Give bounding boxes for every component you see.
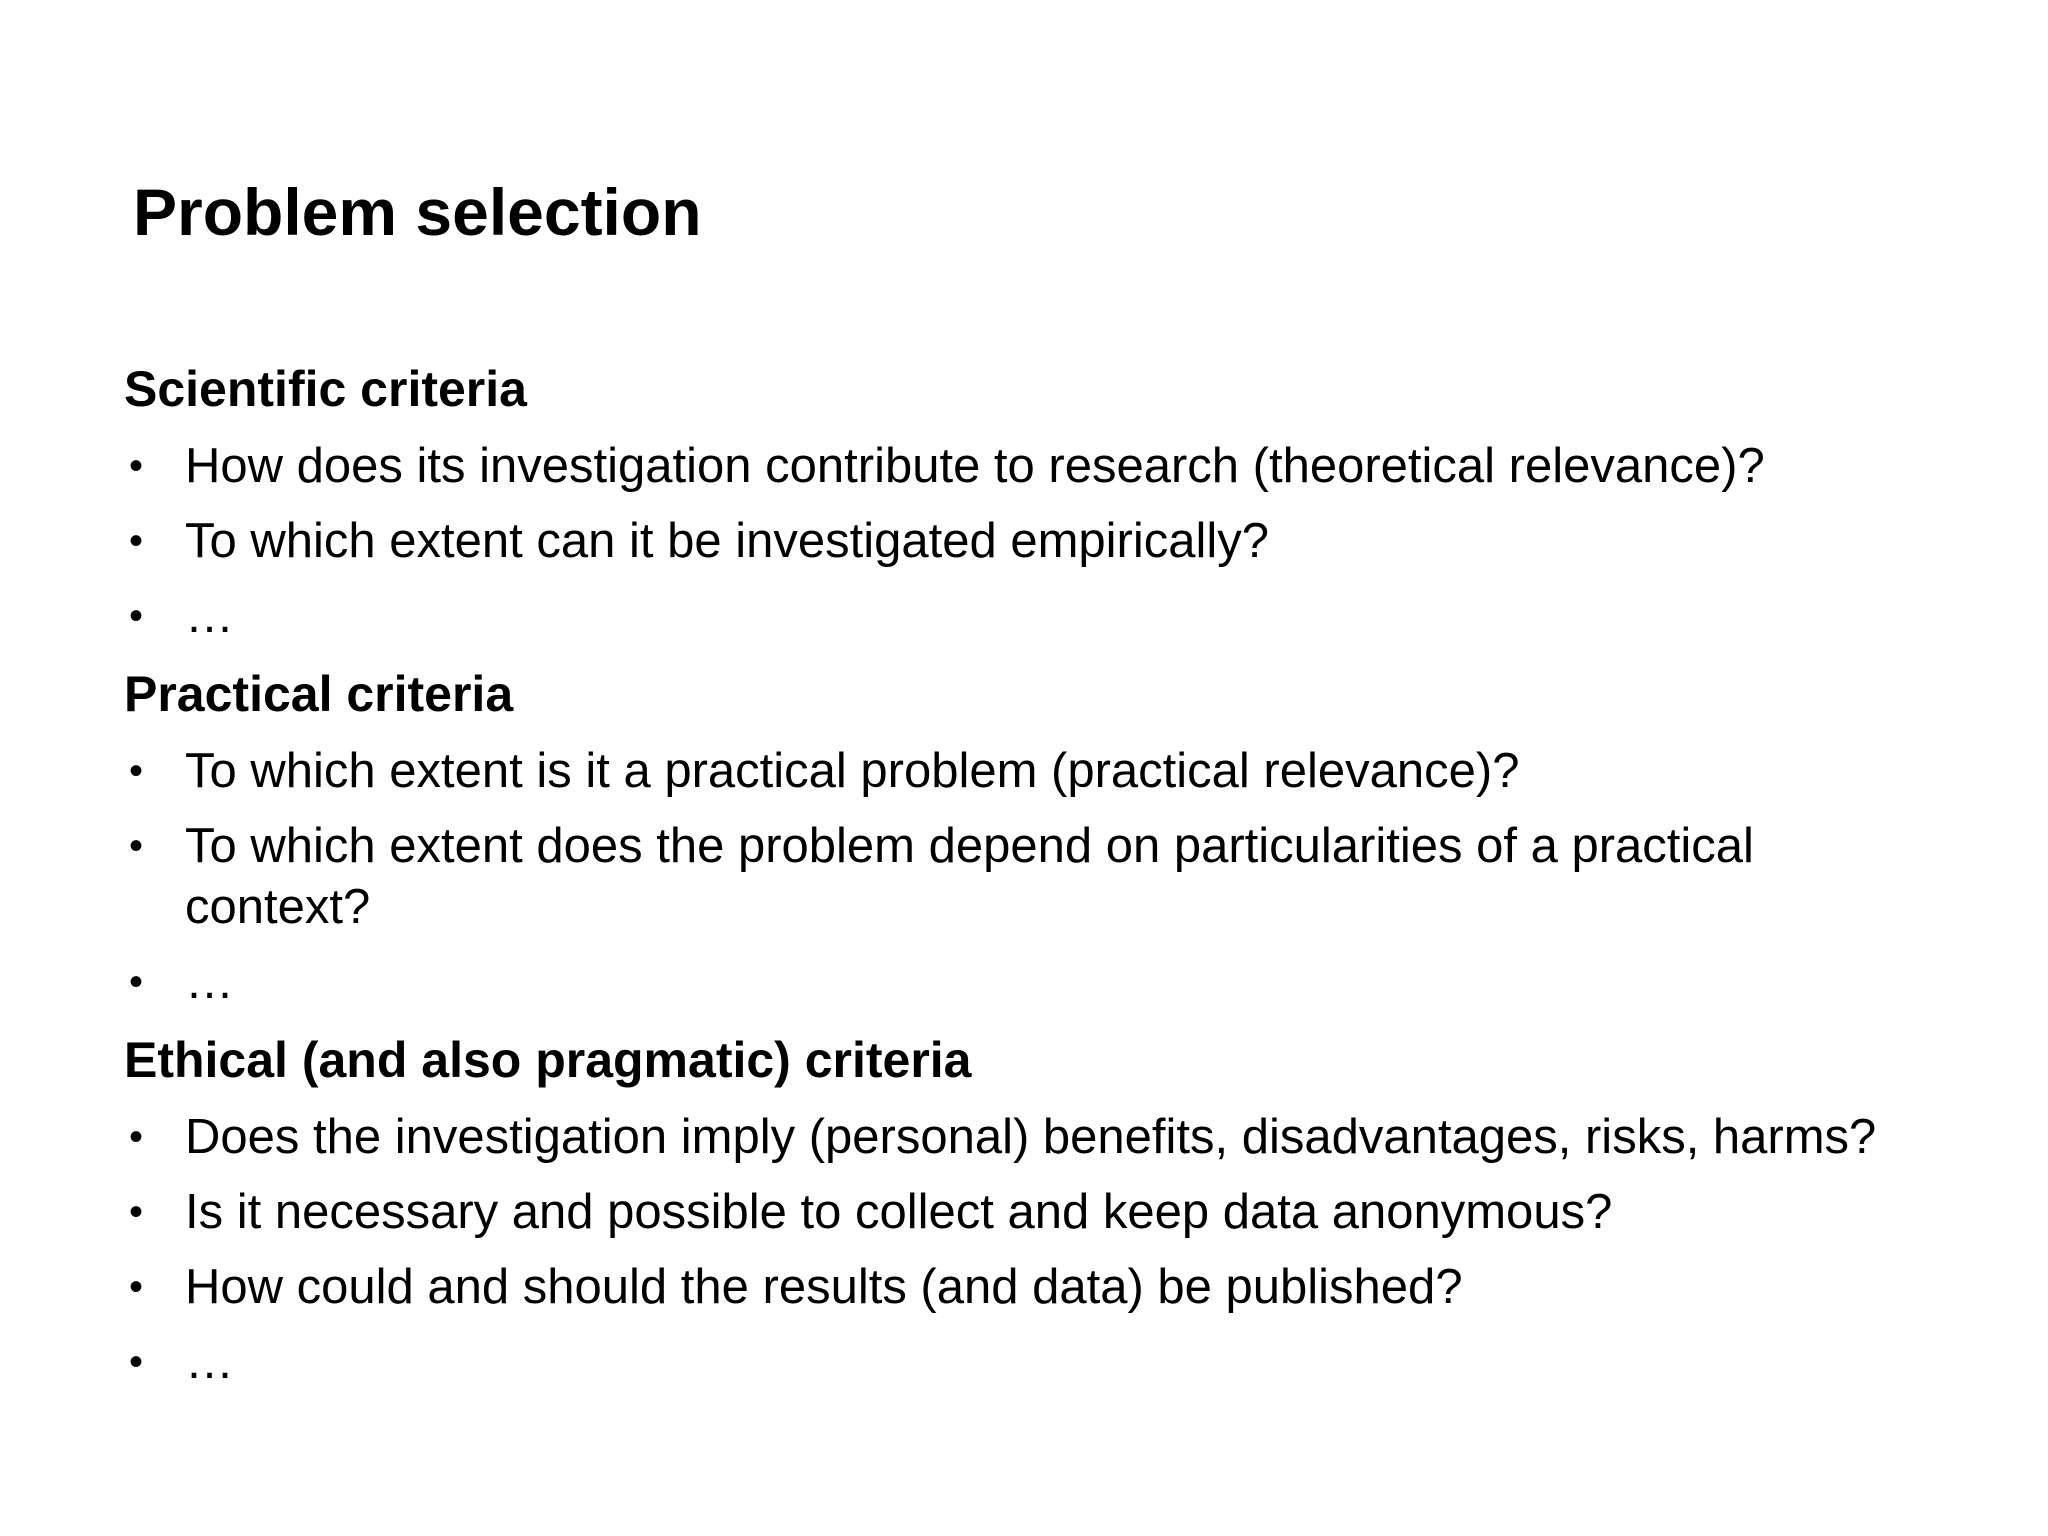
section-spacer: [124, 1013, 1944, 1027]
section-heading: Scientific criteria: [124, 361, 527, 417]
bullet-text: Is it necessary and possible to collect and keep data anonymous?: [185, 1185, 1613, 1239]
section-spacer: [124, 647, 1944, 661]
bullet-icon: •: [129, 594, 144, 638]
section-heading: Ethical (and also pragmatic) criteria: [124, 1032, 972, 1088]
bullet-text: To which extent can it be investigated empirically?: [185, 514, 1270, 568]
section-scientific-criteria: [124, 356, 1944, 647]
bullet-text: Does the investigation imply (personal) benefits, disadvantages, risks, harms?: [185, 1110, 1877, 1164]
bullet-item: [124, 1332, 1944, 1393]
bullet-text: …: [185, 955, 234, 1009]
bullet-text: To which extent is it a practical problem (practical relevance)?: [185, 744, 1520, 798]
bullet-text: To which extent does the problem depend on particularities of a practical context?: [185, 819, 1754, 934]
bullet-item: [124, 586, 1944, 647]
bullet-text: …: [185, 589, 234, 643]
section-ethical-criteria: [124, 1027, 1944, 1393]
bullet-item: [124, 436, 1944, 497]
bullet-item: [124, 952, 1944, 1013]
bullet-icon: •: [129, 960, 144, 1004]
bullet-icon: •: [129, 1265, 144, 1309]
bullet-text: How could and should the results (and data) be published?: [185, 1260, 1463, 1314]
section-practical-criteria: [124, 661, 1944, 1013]
slide-title: Problem selection: [133, 175, 702, 249]
slide-content: [124, 356, 1944, 1393]
bullet-list: [124, 741, 1944, 1013]
bullet-text: How does its investigation contribute to research (theoretical relevance)?: [185, 439, 1765, 493]
bullet-item: [124, 1182, 1944, 1243]
section-heading: Practical criteria: [124, 666, 514, 722]
bullet-icon: •: [129, 519, 144, 563]
bullet-item: [124, 511, 1944, 572]
bullet-icon: •: [129, 749, 144, 793]
bullet-item: [124, 816, 1885, 938]
bullet-icon: •: [129, 1340, 144, 1384]
bullet-icon: •: [129, 444, 144, 488]
bullet-item: [124, 1107, 1944, 1168]
bullet-icon: •: [129, 824, 144, 868]
bullet-list: [124, 436, 1944, 647]
bullet-item: [124, 1257, 1944, 1318]
bullet-icon: •: [129, 1115, 144, 1159]
bullet-item: [124, 741, 1944, 802]
bullet-text: …: [185, 1335, 234, 1389]
bullet-list: [124, 1107, 1944, 1393]
bullet-icon: •: [129, 1190, 144, 1234]
